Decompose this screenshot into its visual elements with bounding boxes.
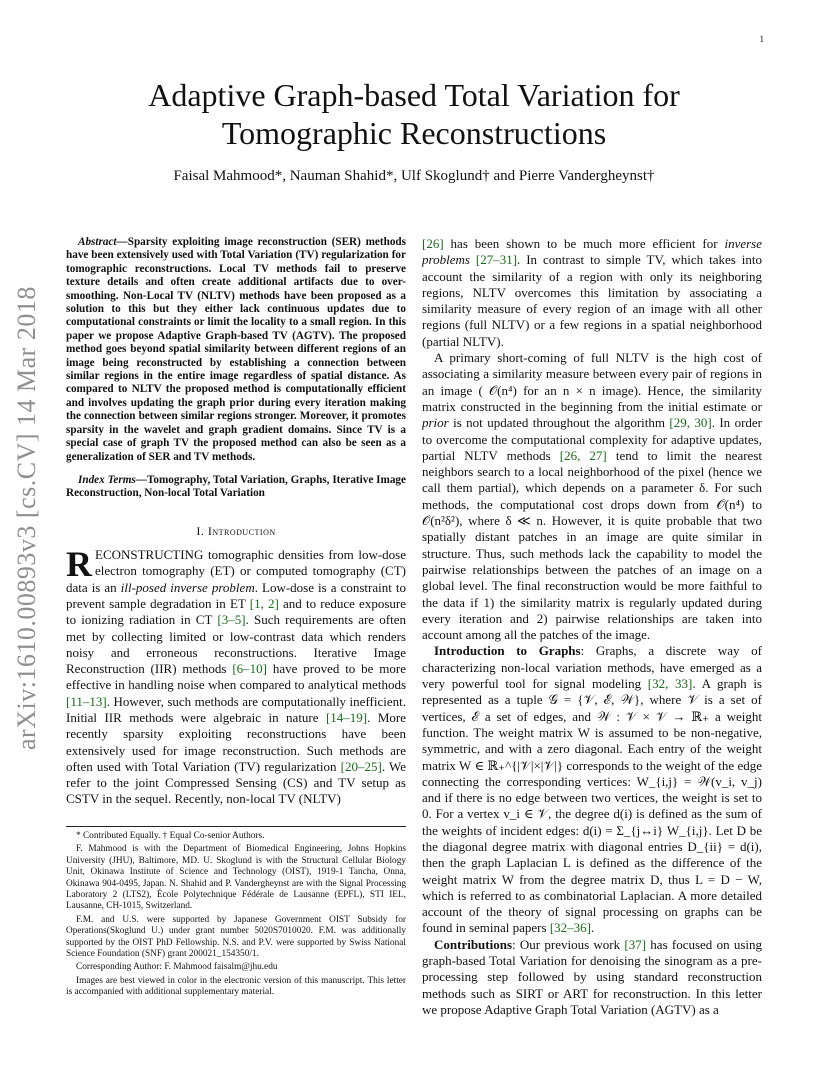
subheading-contributions: Contributions — [434, 936, 513, 952]
citation-link[interactable]: [26, 27] — [559, 447, 607, 463]
drop-cap: R — [66, 544, 92, 585]
citation-link[interactable]: [11–13] — [66, 693, 107, 709]
intro-paragraph — [66, 544, 407, 808]
abstract — [66, 236, 406, 464]
footnote-contribution: * Contributed Equally. † Equal Co-senior Authors. — [76, 831, 265, 841]
citation-link[interactable]: [37] — [624, 936, 647, 952]
intro-text: . Low-dose is a constraint to prevent sample degradation in ET — [66, 579, 406, 611]
footnote-affiliations: F. Mahmood is with the Department of Biomedical Engineering, Johns Hopkins University (JHU), Baltimore, MD. U. Skoglund is with the Structural Cellular Biology Unit, Okinawa Institute of Science and Technology (OIST), 1919-1 Tancha, Onna, Okinawa 904-0495, Japan. N. Shahid and P. Vandergheynst are with the Signal Processing Laboratory 2 (LTS2), École Polytechnique Fédérale de Lausanne (EPFL), STI IEL, Lausanne, CH-1015, Switzerland. — [66, 844, 406, 912]
citation-link[interactable]: [20–25] — [340, 758, 382, 774]
body-text: has focused on using graph-based Total Variation for denoising the sinogram as a pre-processing step followed by using standard reconstruction methods such as SIRT or ART for reconstruction. In this letter we propose Adaptive Graph Total Variation (AGTV) as a — [422, 936, 762, 1017]
paragraph-contributions — [422, 937, 762, 1018]
citation-link[interactable]: [1, 2] — [249, 595, 279, 611]
arxiv-identifier: arXiv:1610.00893v3 [cs.CV] 14 Mar 2018 — [12, 286, 41, 750]
body-text: A primary short-coming of full NLTV is the high cost of associating a similarity measure between every pair of regions in an image ( 𝒪(n⁴) for an n × n image). Hence, the similarity matrix constructed in the beginning from the initial estimate or — [422, 350, 762, 414]
citation-link[interactable]: [3–5] — [217, 612, 246, 628]
body-emphasis: prior — [422, 415, 449, 431]
body-text: . A graph is represented as a tuple 𝒢 = {𝒱, ℰ, 𝒲}, where 𝒱 is a set of vertices, ℰ a set of edges, and 𝒲 : 𝒱 × 𝒱 → ℝ₊ a weight function. The weight matrix W is assumed to be non-negative, symmetric, and with a zero diagonal. Each entry of the weight matrix W ∈ ℝ₊^{|𝒱|×|𝒱|} corresponds to the weight of the edge connecting the corresponding vertices: W_{i,j} = 𝒲(v_i, v_j) and if there is no edge between two vertices, the weight is set to 0. For a vertex v_i ∈ 𝒱, the degree d(i) is defined as the sum of the weights of incident edges: d(i) = Σ_{j↔i} W_{i,j}. Let D be the diagonal degree matrix with diagonal entries D_{ii} = d(i), then the graph Laplacian L is defined as the difference of the weight matrix W from the degree matrix D, thus L = D − W, which is referred to as combinatorial Laplacian. A more detailed account of the theory of signal processing on graphs can be found in seminal papers — [422, 676, 762, 936]
footnote-notes: Images are best viewed in color in the electronic version of this manuscript. This letter is accompanied with additional supplementary material. — [66, 975, 406, 998]
paragraph-nltv — [422, 236, 762, 350]
left-column — [66, 236, 406, 808]
paragraph-shortcoming — [422, 350, 762, 643]
body-text: is not updated throughout the algorithm — [448, 415, 670, 431]
citation-link[interactable]: [29, 30] — [669, 415, 712, 431]
body-text: . In order to overcome the computational complexity for adaptive updates, partial NLTV methods — [422, 415, 762, 463]
citation-link[interactable]: [14–19] — [325, 709, 368, 725]
citation-link[interactable]: [26] — [422, 236, 444, 251]
intro-emphasis: ill-posed inverse problem — [120, 579, 255, 595]
body-text: has been shown to be much more efficient for — [443, 236, 725, 251]
author-list: Faisal Mahmood*, Nauman Shahid*, Ulf Skoglund† and Pierre Vandergheynst† — [173, 168, 655, 184]
index-terms-text: Tomography, Total Variation, Graphs, Iterative Image Reconstruction, Non-local Total Variation — [66, 473, 406, 500]
citation-link[interactable]: [32–36] — [549, 920, 591, 936]
intro-text: and to reduce exposure to ionizing radiation in CT — [66, 595, 406, 628]
body-text: : Our previous work — [512, 936, 625, 952]
intro-text: have proved to be more effective in handling noise when compared to analytical methods — [66, 661, 406, 693]
abstract-text: Sparsity exploiting image reconstruction (SER) methods have been extensively used with Total Variation (TV) regularization for tomographic reconstructions. Local TV methods fail to preserve texture details and often create additional artifacts due to over-smoothing. Non-Local TV (NLTV) methods have been proposed as a solution to this but they either lack continuous updates due to computational constraints or limit the locality to a small region. In this paper we propose Adaptive Graph-based TV (AGTV). The proposed method goes beyond spatial similarity between different regions of an image being reconstructed by establishing a connection between similar regions in the entire image regardless of spatial distance. As compared to NLTV the proposed method is computationally efficient and involves updating the graph prior during every iteration making the connection between similar regions stronger. Moreover, it promotes sparsity in the wavelet and graph gradient domains. Since TV is a special case of graph TV the proposed method can also be seen as a generalization of SER and TV methods. — [66, 236, 406, 463]
intro-text: . We refer to the joint Compressed Sensing (CS) and TV setup as CSTV in the sequel. Recently, non-local TV (NLTV) — [66, 758, 407, 807]
section-heading-introduction: I. Introduction — [196, 523, 276, 538]
paper-title — [60, 76, 768, 152]
paragraph-graphs — [422, 643, 762, 936]
footnotes — [66, 826, 406, 1001]
citation-link[interactable]: [6–10] — [232, 661, 267, 677]
title-line-2: Tomographic Reconstructions — [221, 115, 607, 151]
intro-text: . More recently sparsity exploiting reconstructions have been extensively used for image reconstruction. Such methods are often used with Total Variation (TV) regularization — [66, 709, 406, 774]
index-terms-label: Index Terms— — [78, 473, 147, 486]
index-terms — [66, 474, 406, 501]
footnote-corresponding-author: Corresponding Author: F. Mahmood faisalm@jhu.edu — [76, 962, 278, 973]
body-text: . — [590, 920, 595, 936]
footnote-funding: F.M. and U.S. were supported by Japanese Government OIST Subsidy for Operations(Skoglund U.) under grant number 5020S7010020. F.M. was additionally supported by the OIST PhD Fellowship. N.S. and P.V. were supported by Swiss National Science Foundation (SNF) grant 200021_154350/1. — [66, 914, 406, 960]
citation-link[interactable]: [27–31] — [475, 252, 518, 268]
citation-link[interactable]: [32, 33] — [647, 676, 693, 692]
body-text: tend to limit the nearest neighbors search to a local neighborhood of the pixel (hence we call them partial), which depends on a parameter δ. For such methods, the computational cost drops down from 𝒪(n⁴) to 𝒪(n²δ²), where δ ≪ n. However, it is quite probable that two spatially distant patches in an image are quite similar in structure. Thus, such methods lack the capability to model the pairwise relationships between the patches of an image on a global level. The final reconstruction would be more faithful to the data if 1) the similarity matrix is regularly updated during every iteration and 2) pairwise relationships are taken into account among all the patches of the image. — [422, 447, 762, 643]
intro-text: ECONSTRUCTING tomographic densities from low-dose electron tomography (ET) or computed tomography (CT) data is an — [66, 547, 406, 595]
right-column — [422, 236, 762, 1018]
intro-text: . However, such methods are computationally inefficient. Initial IIR methods were algebraic in nature — [66, 693, 406, 725]
body-text: . In contrast to simple TV, which takes into account the similarity of a region with only its neighboring regions, NLTV overcomes this limitation by associating a similarity measure of every region of an image with all other regions (full NLTV) or a few regions in a spatial neighborhood (partial NLTV). — [422, 252, 762, 349]
abstract-label: Abstract— — [78, 236, 128, 248]
intro-text: . Such requirements are often met by collecting limited or low-contrast data which renders noisy and erroneous reconstructions. Iterative Image Reconstruction (IIR) methods — [66, 612, 406, 677]
title-line-1: Adaptive Graph-based Total Variation for — [148, 77, 680, 113]
page-number: 1 — [759, 34, 764, 44]
body-text: : Graphs, a discrete way of characterizing non-local variation methods, have emerged as a very powerful tool for signal modeling — [422, 643, 762, 692]
subheading-graphs: Introduction to Graphs — [434, 643, 581, 659]
body-emphasis: inverse problems — [422, 236, 762, 268]
